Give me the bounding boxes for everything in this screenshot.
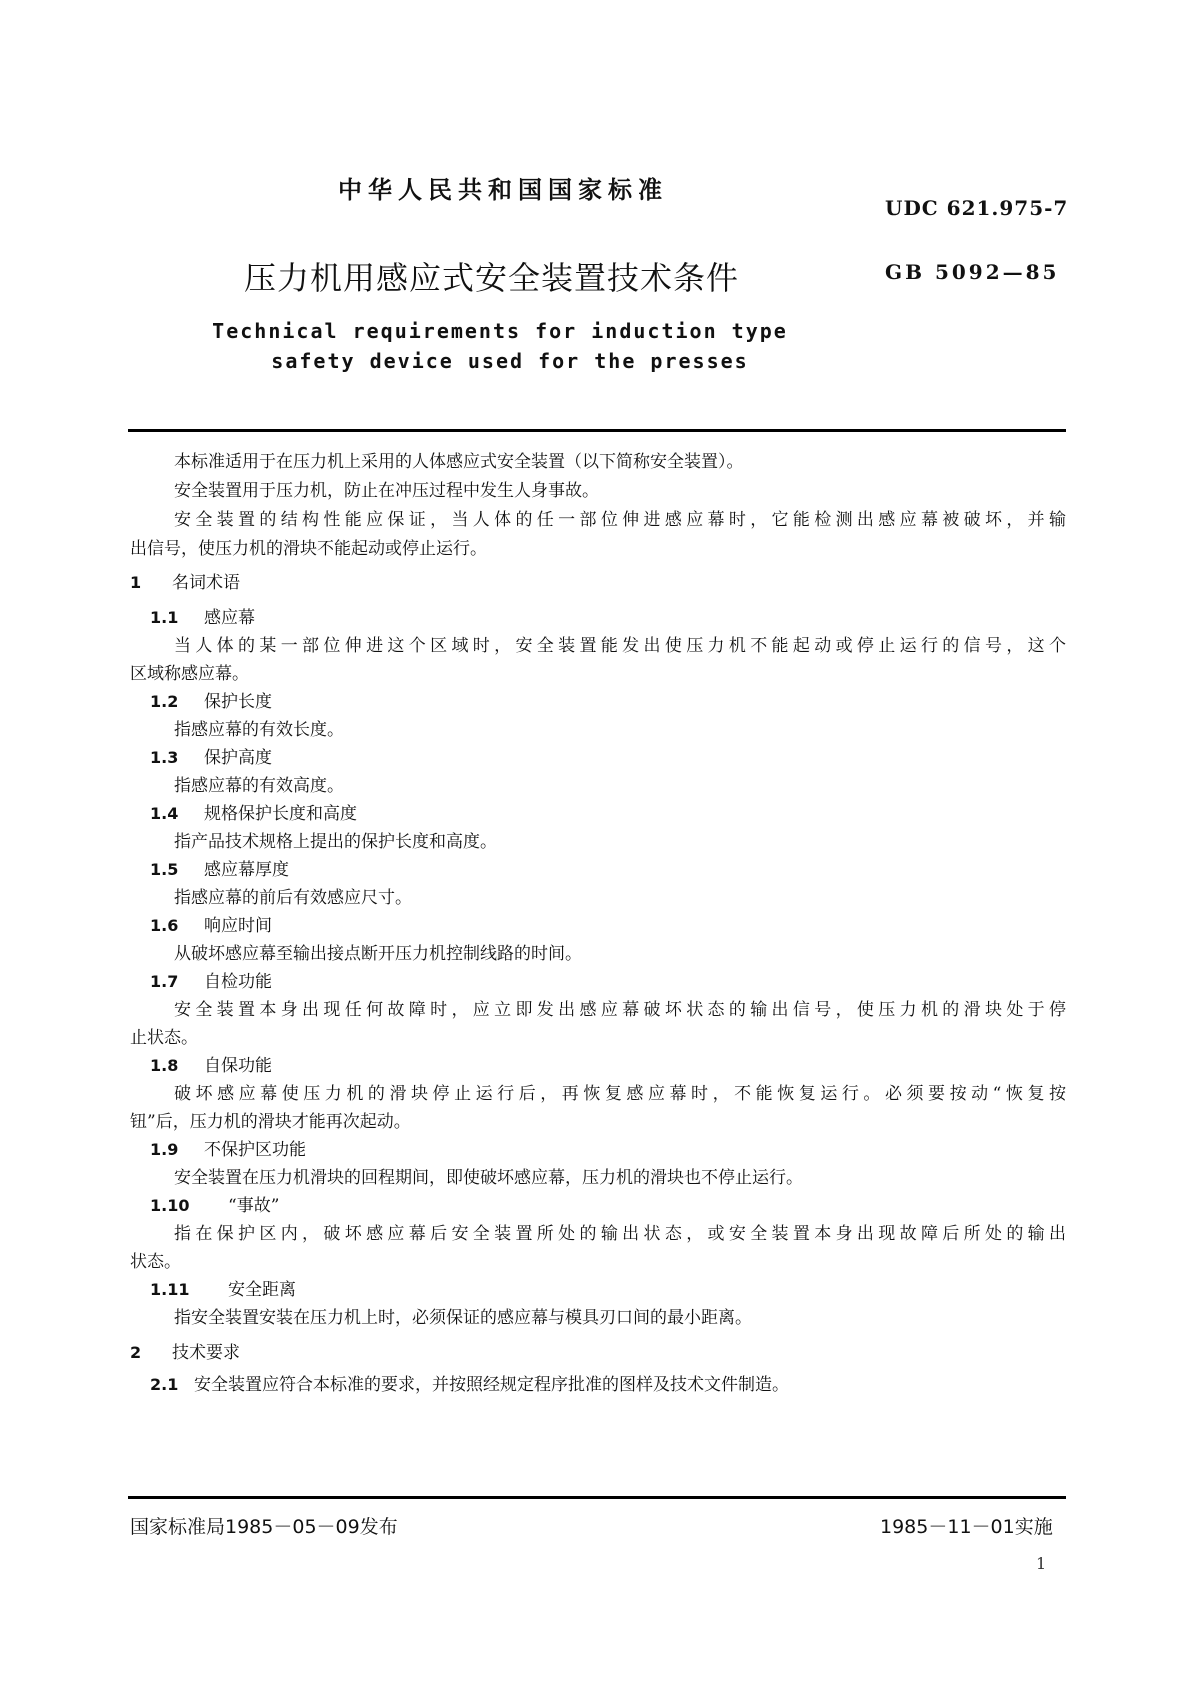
term-definition-line: 指在保护区内，破坏感应幕后安全装置所处的输出状态，或安全装置本身出现故障后所处的输出 bbox=[174, 1224, 1066, 1244]
term-number: 1.6 bbox=[150, 916, 179, 935]
term-heading bbox=[150, 916, 1086, 936]
term-number: 1.8 bbox=[150, 1056, 179, 1075]
term-number: 1.11 bbox=[150, 1280, 190, 1299]
term-definition-line: 指安全装置安装在压力机上时，必须保证的感应幕与模具刃口间的最小距离。 bbox=[174, 1308, 752, 1328]
intro-paragraph-2: 安全装置用于压力机，防止在冲压过程中发生人身事故。 bbox=[174, 481, 599, 501]
term-name: 自保功能 bbox=[204, 1056, 272, 1076]
standard-title-cn: 压力机用感应式安全装置技术条件 bbox=[244, 259, 740, 297]
term-definition-line: 指感应幕的前后有效感应尺寸。 bbox=[174, 888, 412, 908]
term-name: 规格保护长度和高度 bbox=[204, 804, 357, 824]
intro-paragraph-1: 本标准适用于在压力机上采用的人体感应式安全装置（以下简称安全装置）。 bbox=[174, 452, 744, 472]
section-number: 1 bbox=[130, 573, 142, 592]
term-heading bbox=[150, 972, 1086, 992]
section-title: 技术要求 bbox=[172, 1343, 240, 1363]
term-number: 1.5 bbox=[150, 860, 179, 879]
issue-date: 国家标准局1985－05－09发布 bbox=[130, 1516, 398, 1538]
country-standard-heading: 中华人民共和国国家标准 bbox=[338, 176, 668, 204]
term-number: 1.10 bbox=[150, 1196, 190, 1215]
term-name: 感应幕 bbox=[204, 608, 255, 628]
term-name: 不保护区功能 bbox=[204, 1140, 306, 1160]
term-number: 1.2 bbox=[150, 692, 179, 711]
term-definition-line: 安全装置本身出现任何故障时，应立即发出感应幕破坏状态的输出信号，使压力机的滑块处于停 bbox=[174, 1000, 1066, 1020]
term-name: 感应幕厚度 bbox=[204, 860, 289, 880]
requirement-item bbox=[150, 1375, 1086, 1395]
requirement-number: 2.1 bbox=[150, 1375, 179, 1394]
term-heading bbox=[150, 860, 1086, 880]
term-definition-line: 从破坏感应幕至输出接点断开压力机控制线路的时间。 bbox=[174, 944, 582, 964]
term-heading bbox=[150, 804, 1086, 824]
section-number: 2 bbox=[130, 1343, 142, 1362]
standard-title-en-line2: safety device used for the presses bbox=[271, 349, 749, 373]
term-heading bbox=[150, 1196, 1086, 1216]
term-heading bbox=[150, 608, 1086, 628]
gb-standard-number: GB 5092—85 bbox=[885, 260, 1060, 284]
term-definition-line: 状态。 bbox=[130, 1252, 181, 1272]
term-name: 保护长度 bbox=[204, 692, 272, 712]
term-heading bbox=[150, 692, 1086, 712]
intro-paragraph-3-line1: 安全装置的结构性能应保证，当人体的任一部位伸进感应幕时，它能检测出感应幕被破坏，并输 bbox=[174, 510, 1066, 530]
footer-divider bbox=[128, 1496, 1066, 1499]
term-definition-line: 指感应幕的有效长度。 bbox=[174, 720, 344, 740]
standard-title-en-line1: Technical requirements for induction type bbox=[212, 319, 788, 343]
term-definition-line: 指感应幕的有效高度。 bbox=[174, 776, 344, 796]
term-heading bbox=[150, 1056, 1086, 1076]
section-title: 名词术语 bbox=[172, 573, 240, 593]
term-number: 1.1 bbox=[150, 608, 179, 627]
term-name: 响应时间 bbox=[204, 916, 272, 936]
term-heading bbox=[150, 1140, 1086, 1160]
term-definition-line: 止状态。 bbox=[130, 1028, 198, 1048]
requirement-text: 安全装置应符合本标准的要求，并按照经规定程序批准的图样及技术文件制造。 bbox=[194, 1375, 789, 1395]
term-name: 自检功能 bbox=[204, 972, 272, 992]
intro-paragraph-3-line2: 出信号，使压力机的滑块不能起动或停止运行。 bbox=[130, 539, 487, 559]
term-definition-line: 指产品技术规格上提出的保护长度和高度。 bbox=[174, 832, 497, 852]
term-name: 安全距离 bbox=[228, 1280, 296, 1300]
term-heading bbox=[150, 1280, 1086, 1300]
term-number: 1.4 bbox=[150, 804, 179, 823]
section-2-heading bbox=[130, 1343, 1066, 1363]
term-definition-line: 钮”后，压力机的滑块才能再次起动。 bbox=[130, 1112, 411, 1132]
term-definition-line: 安全装置在压力机滑块的回程期间，即使破坏感应幕，压力机的滑块也不停止运行。 bbox=[174, 1168, 803, 1188]
term-number: 1.7 bbox=[150, 972, 179, 991]
term-name: 保护高度 bbox=[204, 748, 272, 768]
header-divider bbox=[128, 429, 1066, 432]
term-name: “事故” bbox=[228, 1196, 280, 1216]
section-1-heading bbox=[130, 573, 1066, 593]
term-definition-line: 破坏感应幕使压力机的滑块停止运行后，再恢复感应幕时，不能恢复运行。必须要按动“恢复按 bbox=[174, 1084, 1066, 1104]
term-number: 1.3 bbox=[150, 748, 179, 767]
term-definition-line: 区域称感应幕。 bbox=[130, 664, 249, 684]
page-number: 1 bbox=[1036, 1554, 1047, 1573]
udc-code: UDC 621.975-7 bbox=[885, 196, 1069, 220]
term-definition-line: 当人体的某一部位伸进这个区域时，安全装置能发出使压力机不能起动或停止运行的信号，这个 bbox=[174, 636, 1066, 656]
effective-date: 1985－11－01实施 bbox=[880, 1516, 1053, 1538]
term-heading bbox=[150, 748, 1086, 768]
term-number: 1.9 bbox=[150, 1140, 179, 1159]
